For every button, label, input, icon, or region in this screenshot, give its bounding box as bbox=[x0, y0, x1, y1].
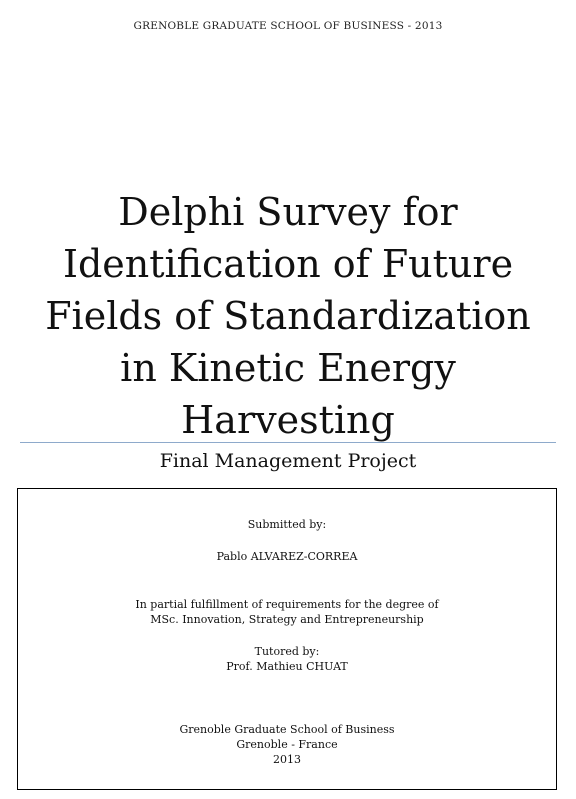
title-line-1: Delphi Survey for bbox=[118, 190, 458, 234]
title-divider bbox=[20, 442, 556, 443]
title-line-2: Identification of Future bbox=[62, 242, 514, 286]
submitted-by-label: Submitted by: bbox=[247, 518, 327, 531]
fulfillment-text-line-2: MSc. Innovation, Strategy and Entrepreneurship bbox=[150, 613, 424, 626]
fulfillment-text-line-1: In partial fulfillment of requirements for the degree of bbox=[135, 598, 439, 611]
institution-location: Grenoble - France bbox=[236, 738, 338, 751]
submission-info-box bbox=[17, 488, 557, 790]
title-line-4: in Kinetic Energy bbox=[120, 346, 456, 390]
title-line-3: Fields of Standardization bbox=[45, 294, 531, 338]
tutor-name: Prof. Mathieu CHUAT bbox=[226, 660, 348, 673]
institution-name: Grenoble Graduate School of Business bbox=[179, 723, 395, 736]
document-subtitle: Final Management Project bbox=[159, 450, 417, 472]
tutored-by-label: Tutored by: bbox=[254, 645, 320, 658]
title-line-5: Harvesting bbox=[181, 398, 395, 442]
submission-year: 2013 bbox=[273, 753, 301, 766]
document-title bbox=[20, 186, 556, 446]
author-name: Pablo ALVAREZ-CORREA bbox=[216, 550, 358, 563]
document-header: GRENOBLE GRADUATE SCHOOL OF BUSINESS - 2013 bbox=[133, 20, 443, 32]
